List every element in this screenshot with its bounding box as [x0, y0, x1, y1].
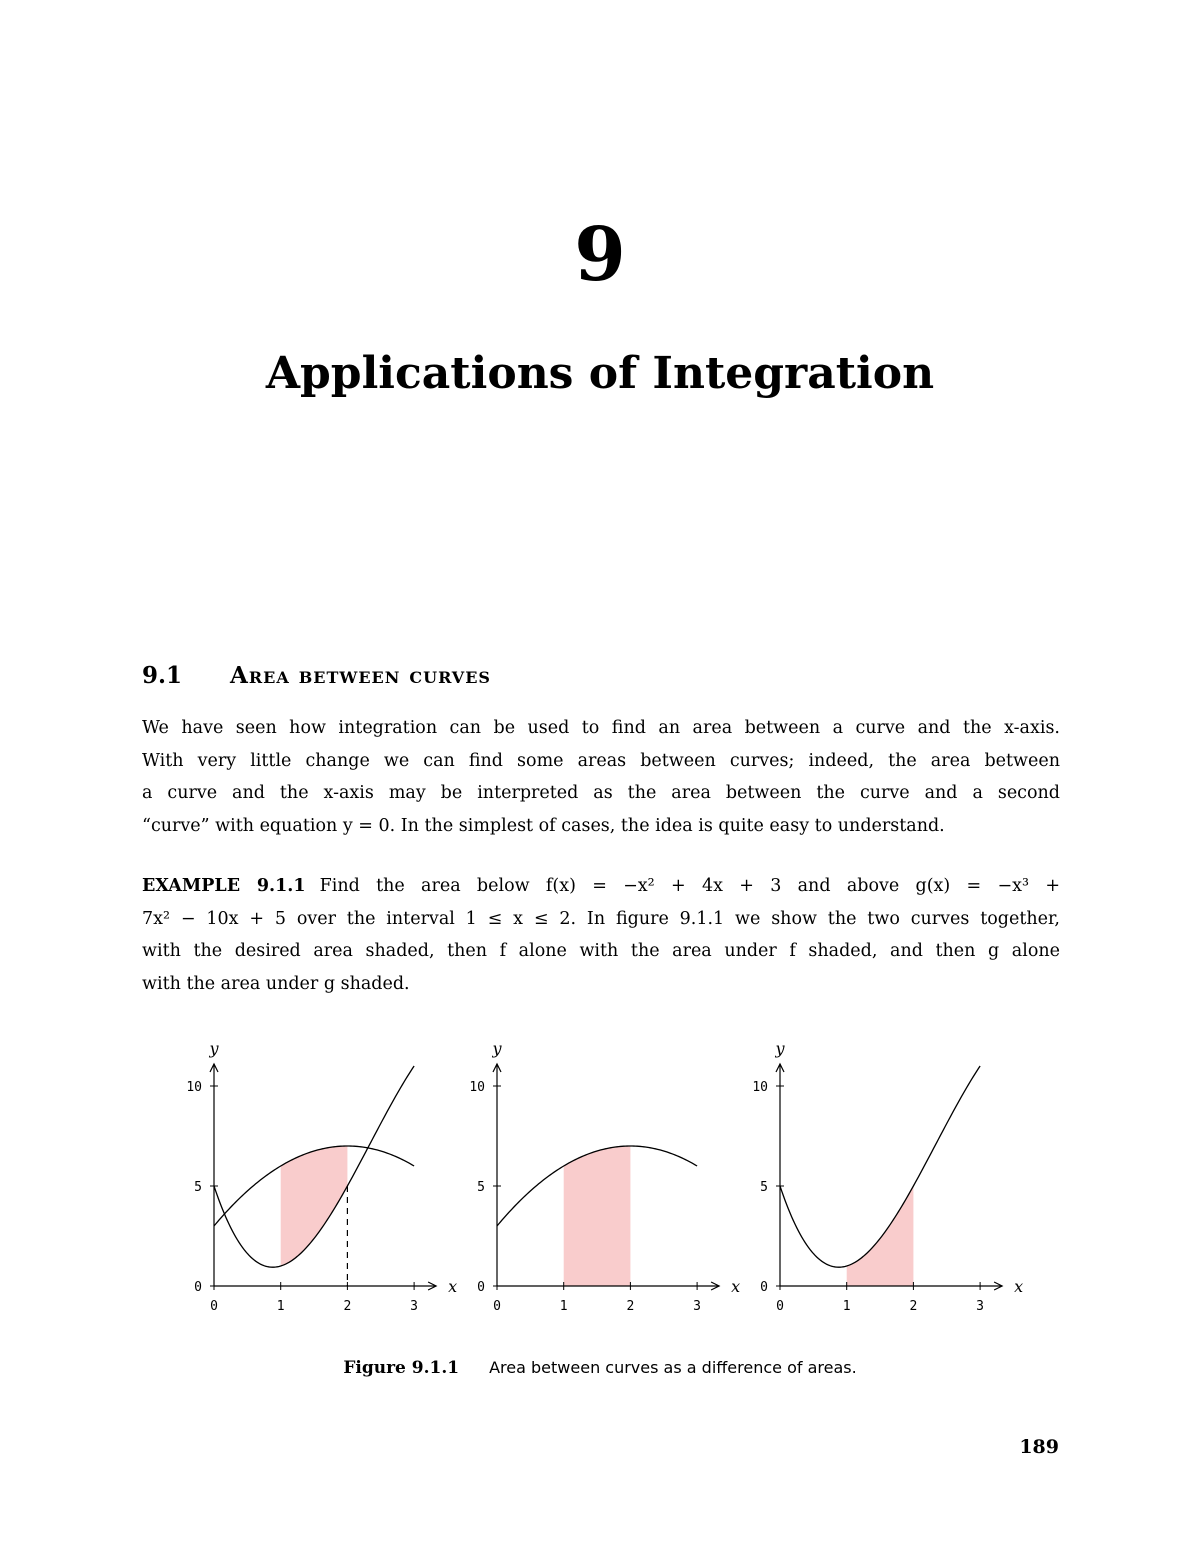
x-tick-label: 3: [693, 1299, 702, 1314]
page-number: 189: [1019, 1436, 1059, 1458]
y-tick-label: 10: [186, 1080, 202, 1095]
plot-both-curves: [170, 1030, 458, 1330]
y-tick-label: 5: [477, 1180, 485, 1195]
example-text: Find the area below f(x) = −x² + 4x + 3 and above g(x) = −x³ +: [319, 876, 1061, 896]
intro-line: “curve” with equation y = 0. In the simplest of cases, the idea is quite easy to understand.: [142, 815, 945, 836]
plot-g-alone: [736, 1030, 1024, 1330]
intro-line: a curve and the x-axis may be interpreted as the area between the curve and a second: [142, 783, 1060, 803]
x-tick-label: 1: [559, 1299, 568, 1314]
y-tick-label: 0: [477, 1280, 485, 1295]
intro-line: We have seen how integration can be used to find an area between a curve and the x-axis.: [142, 718, 1060, 738]
x-tick-label: 2: [343, 1299, 352, 1314]
example-line: [142, 870, 1060, 903]
shaded-area: [847, 1186, 914, 1286]
caption-label: Figure 9.1.1: [343, 1358, 460, 1378]
y-tick-label: 10: [469, 1080, 485, 1095]
intro-line: With very little change we can find some areas between curves; indeed, the area between: [142, 750, 1060, 771]
example-paragraph: [142, 870, 1060, 1000]
example-line: with the area under g shaded.: [142, 973, 410, 994]
x-tick-label: 3: [976, 1299, 985, 1314]
x-tick-label: 2: [909, 1299, 918, 1314]
figure-9-1-1: [170, 1030, 1030, 1330]
x-axis-label: x: [1014, 1277, 1024, 1296]
y-tick-label: 0: [760, 1280, 768, 1295]
y-axis-label: y: [492, 1039, 502, 1058]
x-axis-label: x: [448, 1277, 458, 1296]
intro-paragraph: [142, 712, 1060, 842]
y-tick-label: 5: [760, 1180, 768, 1195]
x-tick-label: 3: [410, 1299, 419, 1314]
caption-text: Area between curves as a difference of areas.: [489, 1358, 857, 1377]
y-tick-label: 5: [194, 1180, 202, 1195]
y-tick-label: 0: [194, 1280, 202, 1295]
chapter-title: Applications of Integration: [265, 348, 935, 399]
example-line: 7x² − 10x + 5 over the interval 1 ≤ x ≤ 2. In figure 9.1.1 we show the two curves together,: [142, 908, 1060, 929]
x-tick-label: 0: [776, 1299, 784, 1314]
x-tick-label: 0: [210, 1299, 218, 1314]
x-axis-label: x: [731, 1277, 741, 1296]
x-tick-label: 1: [276, 1299, 285, 1314]
chapter-number: 9: [574, 212, 626, 298]
section-number: 9.1: [142, 662, 183, 689]
curve-g: [780, 1066, 980, 1267]
y-axis-label: y: [209, 1039, 219, 1058]
section-title: Area between curves: [230, 662, 491, 689]
example-label: EXAMPLE 9.1.1: [142, 876, 306, 896]
example-line: with the desired area shaded, then f alone with the area under f shaded, and then g alone: [142, 941, 1060, 961]
plot-f-alone: [453, 1030, 741, 1330]
figure-caption: [0, 1358, 1200, 1378]
y-axis-label: y: [775, 1039, 785, 1058]
x-tick-label: 2: [626, 1299, 635, 1314]
y-tick-label: 10: [752, 1080, 768, 1095]
section-heading: [142, 664, 491, 687]
x-tick-label: 0: [493, 1299, 501, 1314]
x-tick-label: 1: [842, 1299, 851, 1314]
shaded-area: [564, 1146, 631, 1286]
shaded-area: [281, 1146, 348, 1266]
